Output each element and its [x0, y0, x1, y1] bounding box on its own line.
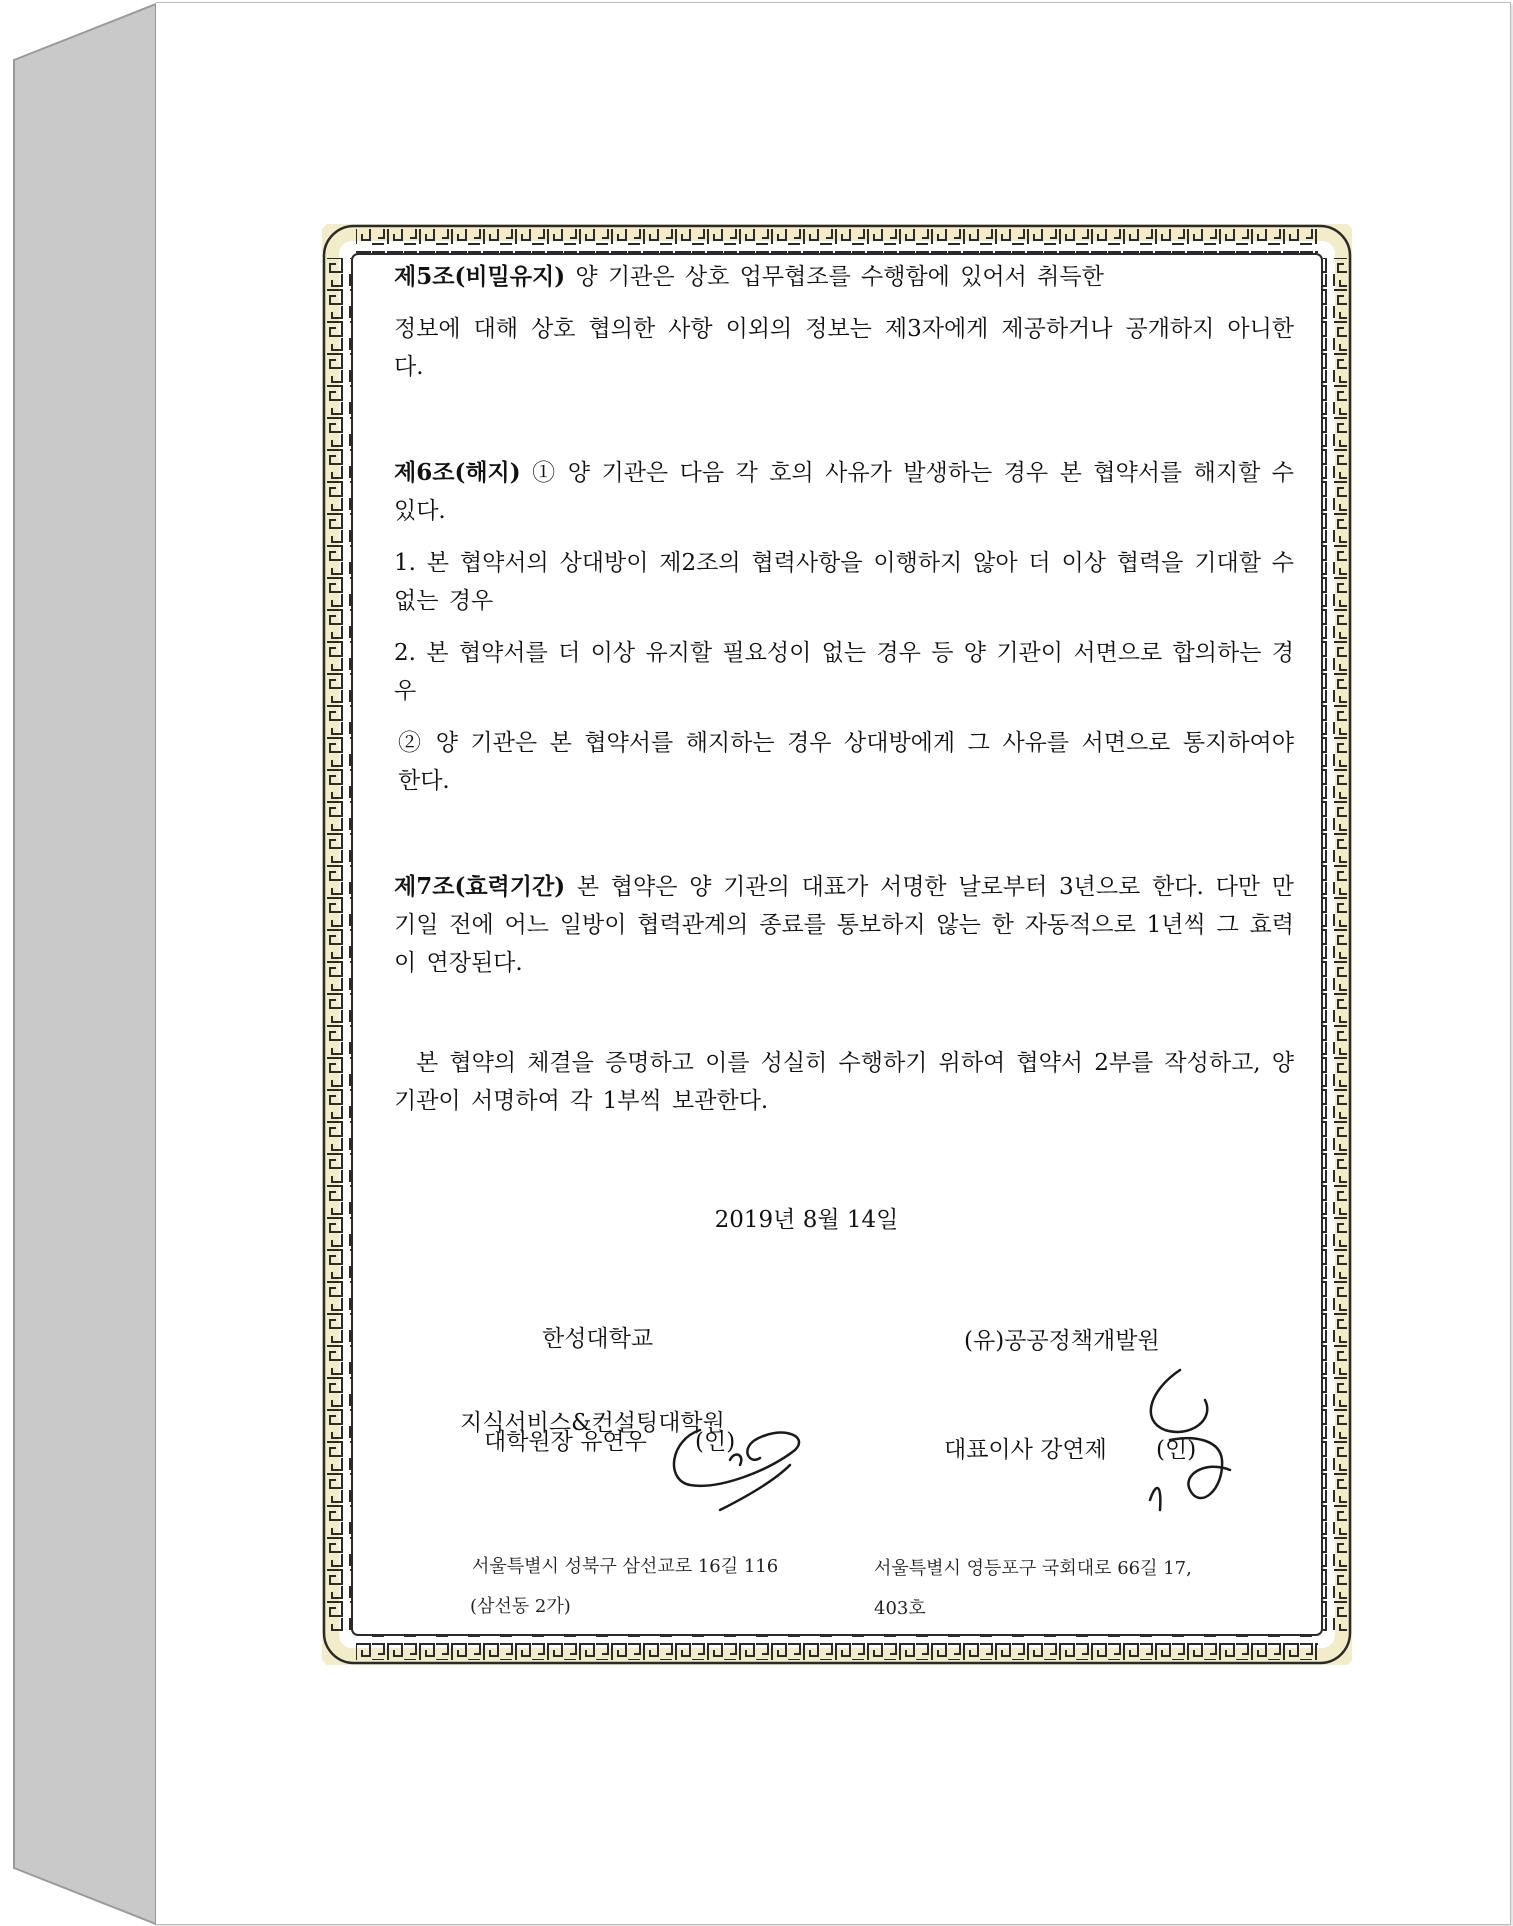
article-7-body: 본 협약은 양 기관의 대표가 서명한 날로부터 3년으로 한다. 다만 만기일 전에 어느 일방이 협력관계의 종료를 통보하지 않는 한 자동적으로 1년씩 그 효력이 연장된다.: [394, 874, 1294, 976]
left-address-line1: 서울특별시 성북구 삼선교로 16길 116: [472, 1556, 779, 1577]
article-6: [394, 454, 1294, 530]
closing-statement: 본 협약의 체결을 증명하고 이를 성실히 수행하기 위하여 협약서 2부를 작성하고, 양 기관이 서명하여 각 1부씩 보관한다.: [394, 1050, 1294, 1114]
article-5-heading: 제5조(비밀유지): [394, 263, 566, 290]
article-7-heading: 제7조(효력기간): [394, 873, 566, 900]
right-signer: 대표이사 강연제: [944, 1437, 1107, 1463]
signing-date: 2019년 8월 14일: [714, 1207, 899, 1233]
article-6-clause-2: ② 양 기관은 본 협약서를 해지하는 경우 상대방에게 그 사유를 서면으로 통지하여야 한다.: [398, 730, 1294, 794]
left-org-school: 지식서비스&컨설팅대학원: [460, 1410, 725, 1436]
left-signer-name: 대학원장 유연우: [484, 1429, 647, 1455]
right-handwritten-signature: [1110, 1360, 1260, 1520]
right-address-line2: 403호: [874, 1598, 926, 1619]
article-7: [394, 868, 1294, 982]
document-body: [394, 258, 1294, 1134]
left-org-name: 한성대학교: [542, 1326, 654, 1352]
article-5: [394, 258, 1294, 296]
article-6-item-2: 2. 본 협약서를 더 이상 유지할 필요성이 없는 경우 등 양 기관이 서면으로 합의하는 경우: [394, 640, 1294, 704]
right-seal: (인): [1156, 1437, 1197, 1463]
article-6-item-1: 1. 본 협약서의 상대방이 제2조의 협력사항을 이행하지 않아 더 이상 협력을 기대할 수 없는 경우: [394, 550, 1294, 614]
left-address-line2: (삼선동 2가): [470, 1596, 571, 1617]
article-6-heading: 제6조(해지): [394, 459, 521, 486]
left-handwritten-signature: [660, 1410, 810, 1520]
article-5-line1: 양 기관은 상호 업무협조를 수행함에 있어서 취득한: [565, 264, 1104, 290]
article-5-body: 정보에 대해 상호 협의한 사항 이외의 정보는 제3자에게 제공하거나 공개하지 아니한다.: [394, 316, 1294, 380]
article-6-intro: ① 양 기관은 다음 각 호의 사유가 발생하는 경우 본 협약서를 해지할 수 있다.: [394, 460, 1294, 524]
right-address-line1: 서울특별시 영등포구 국회대로 66길 17,: [874, 1558, 1192, 1579]
right-org-name: (유)공공정책개발원: [964, 1328, 1160, 1354]
left-seal: (인): [695, 1429, 736, 1455]
